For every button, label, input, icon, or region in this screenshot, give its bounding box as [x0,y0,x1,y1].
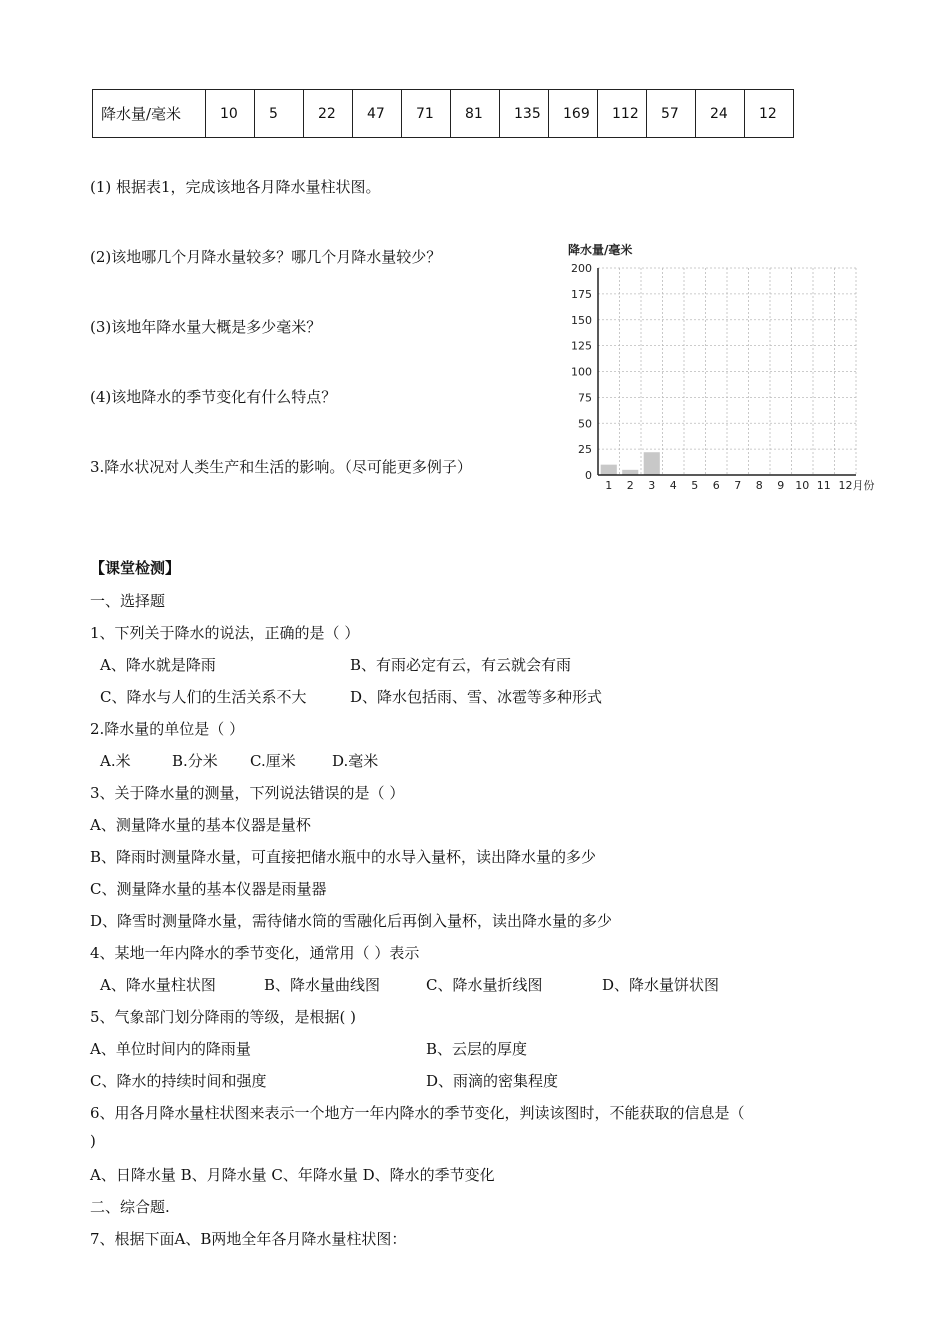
chart-x-tick-label: 8 [755,479,763,492]
option: D.毫米 [332,752,379,770]
option: A、测量降水量的基本仪器是量杯 [90,816,311,834]
chart-x-tick-label: 10 [795,479,810,492]
precipitation-table [92,89,794,138]
chart-y-tick-label: 150 [571,313,592,327]
question-5: 3.降水状况对人类生产和生活的影响。（尽可能更多例子） [90,458,472,476]
table-cell: 135 [500,90,549,138]
option: C、降水与人们的生活关系不大 [100,688,307,706]
question-2: (2)该地哪几个月降水量较多？哪几个月降水量较少？ [90,248,442,266]
question-line: 3、关于降水量的测量，下列说法错误的是（ ） [90,784,405,802]
option: C.厘米 [250,752,296,770]
table-cell: 169 [549,90,598,138]
chart-x-tick-label: 11 [816,479,831,492]
table-cell: 12 [745,90,794,138]
chart-bar [622,470,638,475]
question-3: (3)该地年降水量大概是多少毫米？ [90,318,322,336]
option: A.米 [100,752,131,770]
chart-y-tick-label: 200 [571,262,592,275]
table-cell: 81 [451,90,500,138]
chart-y-tick-label: 175 [571,287,592,301]
option: B.分米 [172,752,218,770]
table-cell: 24 [696,90,745,138]
chart-y-tick-label: 100 [571,365,592,379]
question-line: 2.降水量的单位是（ ） [90,720,245,738]
option: B、降水量曲线图 [264,976,381,994]
chart-x-tick-label: 1 [605,479,613,492]
table-header-cell: 降水量/毫米 [93,90,206,138]
chart-bar [644,452,660,475]
section-title: 【课堂检测】 [90,559,181,577]
option: B、有雨必定有云，有云就会有雨 [350,656,572,674]
option: C、降水量折线图 [426,976,543,994]
chart-y-tick-label: 0 [585,469,592,482]
question-line: 5、气象部门划分降雨的等级，是根据( ) [90,1008,357,1026]
question-4: (4)该地降水的季节变化有什么特点？ [90,388,337,406]
table-cell: 71 [402,90,451,138]
table-cell: 10 [206,90,255,138]
chart-x-tick-label: 9 [777,479,785,492]
table-cell: 47 [353,90,402,138]
chart-x-ticks [605,479,874,492]
chart-y-tick-label: 50 [578,417,592,431]
chart-x-tick-label: 6 [712,479,720,492]
chart-y-axis-label: 降水量/毫米 [568,243,633,257]
question-line: 1、下列关于降水的说法，正确的是（ ） [90,624,360,642]
table-row [93,90,794,138]
chart-grid [598,268,856,475]
option: A、降水就是降雨 [100,656,216,674]
option: D、降水量饼状图 [602,976,720,994]
chart-y-tick-label: 125 [571,339,592,353]
option: A、降水量柱状图 [100,976,216,994]
chart-x-tick-label: 2 [626,479,634,492]
chart-x-tick-label: 12月份 [838,479,875,492]
part-title: 一、选择题 [90,592,166,610]
option: D、雨滴的密集程度 [426,1072,559,1090]
option: C、降水的持续时间和强度 [90,1072,267,1090]
question-line: 6、用各月降水量柱状图来表示一个地方一年内降水的季节变化，判读该图时，不能获取的信息是（ [90,1104,745,1122]
chart-x-tick-label: 5 [691,479,699,492]
option: D、降雪时测量降水量，需待储水筒的雪融化后再倒入量杯，读出降水量的多少 [90,912,613,930]
option-row: A、日降水量 B、月降水量 C、年降水量 D、降水的季节变化 [90,1166,495,1184]
option: B、云层的厚度 [426,1040,528,1058]
precipitation-bar-chart [560,238,890,498]
chart-y-tick-label: 75 [578,391,592,405]
option: C、测量降水量的基本仪器是雨量器 [90,880,327,898]
question-line-continued: ) [90,1132,96,1150]
chart-y-ticks [571,262,592,482]
question-line: 7、根据下面A、B两地全年各月降水量柱状图： [90,1230,407,1248]
part-title: 二、综合题. [90,1198,170,1216]
question-line: 4、某地一年内降水的季节变化，通常用（ ）表示 [90,944,420,962]
table-cell: 22 [304,90,353,138]
chart-bar [601,465,617,475]
chart-x-tick-label: 3 [648,479,656,492]
option: B、降雨时测量降水量，可直接把储水瓶中的水导入量杯，读出降水量的多少 [90,848,597,866]
table-cell: 57 [647,90,696,138]
question-1: (1) 根据表1，完成该地各月降水量柱状图。 [90,178,381,196]
chart-bars [601,452,660,475]
option: D、降水包括雨、雪、冰雹等多种形式 [350,688,603,706]
chart-x-tick-label: 4 [669,479,677,492]
table-cell: 5 [255,90,304,138]
table-cell: 112 [598,90,647,138]
chart-x-tick-label: 7 [734,479,742,492]
option: A、单位时间内的降雨量 [90,1040,251,1058]
chart-y-tick-label: 25 [578,443,592,457]
